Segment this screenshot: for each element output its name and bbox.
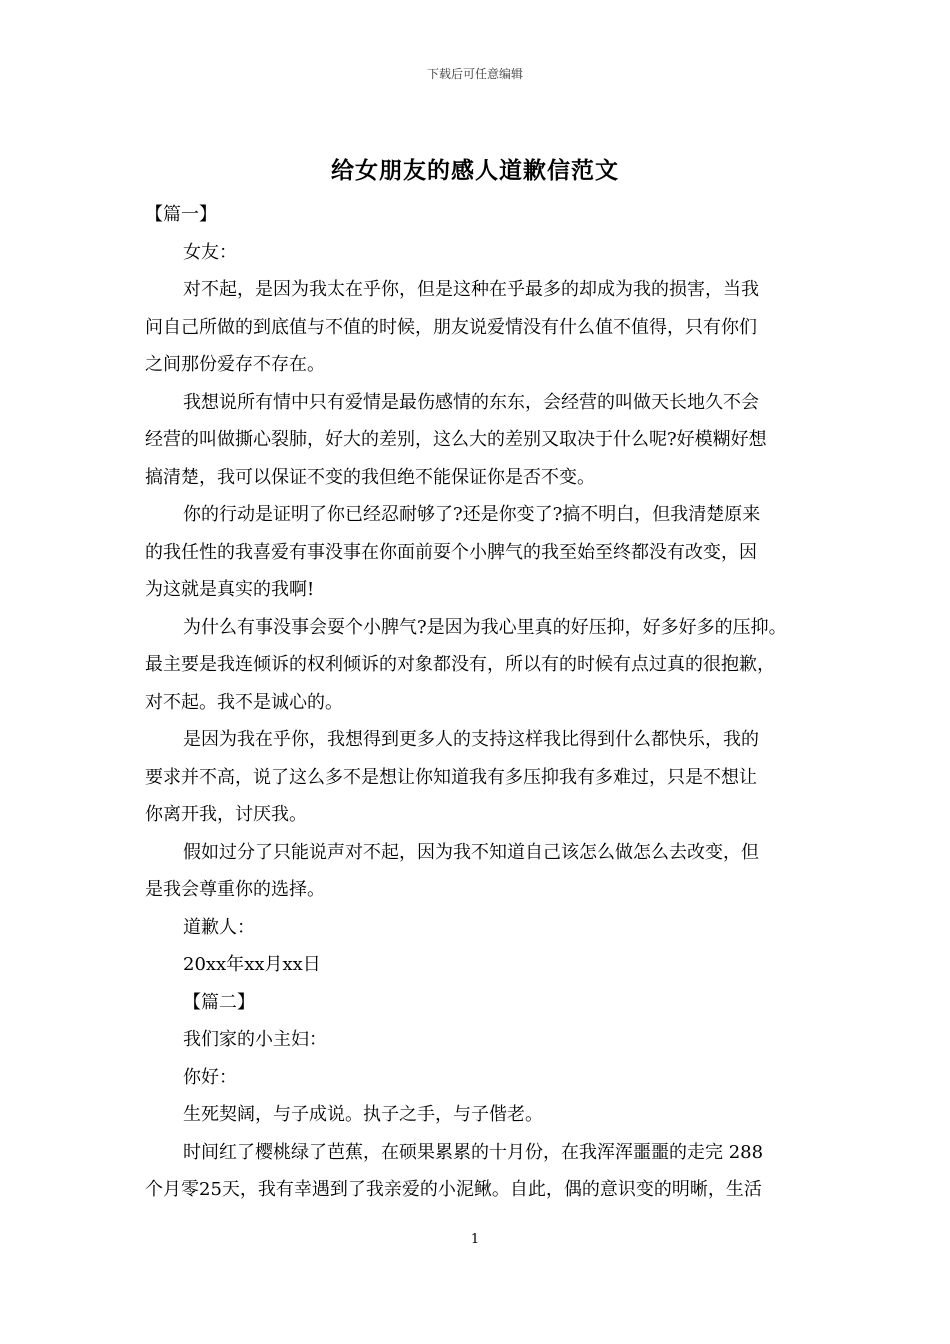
- text-line: 的我任性的我喜爱有事没事在你面前耍个小脾气的我至始至终都没有改变，因: [145, 541, 757, 563]
- text-line: 我想说所有情中只有爱情是最伤感情的东东，会经营的叫做天长地久不会: [183, 391, 759, 413]
- text-line: 最主要是我连倾诉的权利倾诉的对象都没有，所以有的时候有点过真的很抱歉，: [145, 654, 775, 675]
- text-line: 是我会尊重你的选择。: [145, 879, 325, 900]
- text-line: 对不起，是因为我太在乎你，但是这种在乎最多的却成为我的损害，当我: [183, 279, 759, 300]
- text-line: 我们家的小主妇：: [183, 1029, 327, 1050]
- text-line: 道歉人：: [183, 916, 255, 938]
- text-line: 搞清楚，我可以保证不变的我但绝不能保证你是否不变。: [145, 466, 595, 488]
- text-line: 【篇二】: [183, 991, 255, 1013]
- text-line: 20xx年xx月xx日: [183, 954, 321, 975]
- text-line: 生死契阔，与子成说。执子之手，与子偕老。: [183, 1104, 543, 1125]
- text-line: 【篇一】: [145, 204, 217, 225]
- text-line: 为什么有事没事会耍个小脾气?是因为我心里真的好压抑，好多好多的压抑。: [183, 616, 787, 638]
- text-line: 为这就是真实的我啊!: [145, 579, 315, 600]
- text-line: 个月零25天，我有幸遇到了我亲爱的小泥鳅。自此，偶的意识变的明晰，生活: [145, 1179, 762, 1200]
- body-text: [145, 196, 817, 1209]
- text-line: 要求并不高，说了这么多不是想让你知道我有多压抑我有多难过，只是不想让: [145, 766, 757, 788]
- document-title: 给女朋友的感人道歉信范文: [331, 157, 619, 184]
- page-number: 1: [470, 1232, 480, 1247]
- text-line: 对不起。我不是诚心的。: [145, 691, 343, 713]
- text-line: 假如过分了只能说声对不起，因为我不知道自己该怎么做怎么去改变，但: [183, 841, 759, 863]
- text-line: 问自己所做的到底值与不值的时候，朋友说爱情没有什么值不值得，只有你们: [145, 316, 757, 338]
- text-line: 时间红了樱桃绿了芭蕉，在硕果累累的十月份，在我浑浑噩噩的走完 288: [183, 1141, 764, 1163]
- text-line: 经营的叫做撕心裂肺，好大的差别，这么大的差别又取决于什么呢?好模糊好想: [145, 429, 767, 450]
- text-line: 之间那份爱存不存在。: [145, 354, 325, 375]
- text-line: 你离开我，讨厌我。: [145, 804, 307, 825]
- text-line: 你好：: [183, 1066, 237, 1088]
- text-line: 女友：: [183, 241, 237, 263]
- text-line: 你的行动是证明了你已经忍耐够了?还是你变了?搞不明白，但我清楚原来: [183, 504, 761, 525]
- header-note: 下载后可任意编辑: [426, 67, 523, 81]
- text-line: 是因为我在乎你，我想得到更多人的支持这样我比得到什么都快乐，我的: [183, 729, 759, 750]
